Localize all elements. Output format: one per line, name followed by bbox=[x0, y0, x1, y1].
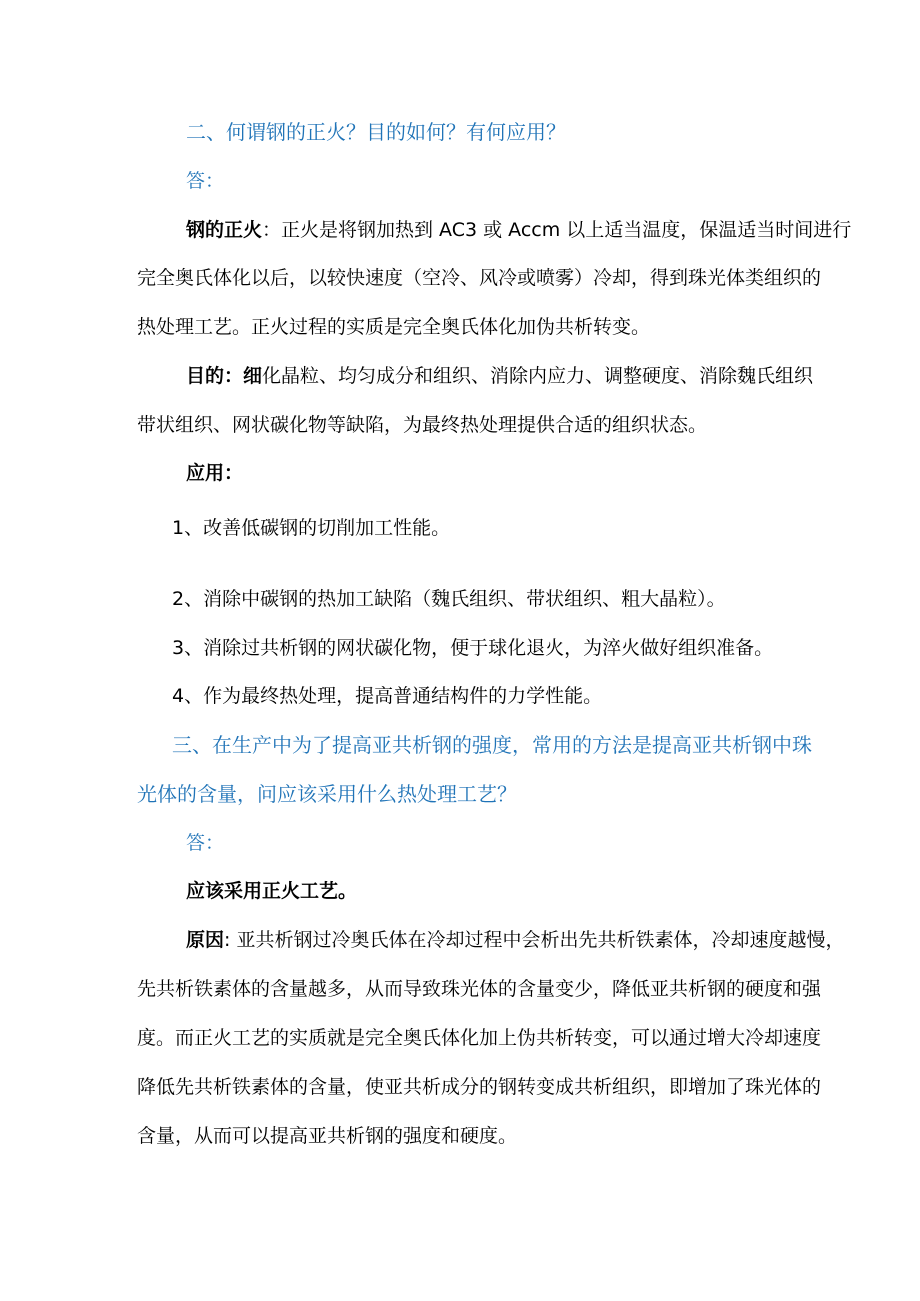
q3-reason-line-2: 先共析铁素体的含量越多，从而导致珠光体的含量变少，降低亚共析钢的硬度和强 bbox=[137, 978, 822, 1000]
q2-purpose-line-1 bbox=[186, 362, 813, 390]
q3-reason-line-5: 含量，从而可以提高亚共析钢的强度和硬度。 bbox=[137, 1125, 518, 1147]
q2-application-item-1: 1、改善低碳钢的切削加工性能。 bbox=[172, 517, 451, 539]
q2-definition-line-3: 热处理工艺。正火过程的实质是完全奥氏体化加伪共析转变。 bbox=[137, 316, 651, 338]
q2-title: 二、何谓钢的正火？目的如何？有何应用？ bbox=[186, 120, 566, 144]
q2-application-item-4: 4、作为最终热处理，提高普通结构件的力学性能。 bbox=[172, 685, 603, 707]
q2-definition-label: 钢的正火 bbox=[186, 219, 263, 241]
q2-application-label: 应用： bbox=[186, 462, 244, 484]
q2-definition-line-2: 完全奥氏体化以后，以较快速度（空冷、风冷或喷雾）冷却，得到珠光体类组织的 bbox=[137, 267, 822, 289]
q2-definition-text-1: ：正火是将钢加热到 AC3 或 Accm 以上适当温度，保温适当时间进行 bbox=[262, 219, 852, 241]
q3-reason-line-4: 降低先共析铁素体的含量，使亚共析成分的钢转变成共析组织，即增加了珠光体的 bbox=[137, 1076, 822, 1098]
q2-definition-line-1 bbox=[186, 216, 851, 244]
q2-application-item-2: 2、消除中碳钢的热加工缺陷（魏氏组织、带状组织、粗大晶粒）。 bbox=[172, 588, 726, 610]
q2-purpose-line-2: 带状组织、网状碳化物等缺陷，为最终热处理提供合适的组织状态。 bbox=[137, 414, 708, 436]
q3-answer-main: 应该采用正火工艺。 bbox=[186, 880, 358, 902]
q2-purpose-text-1: 化晶粒、均匀成分和组织、消除内应力、调整硬度、消除魏氏组织 bbox=[262, 365, 814, 387]
q3-reason-line-3: 度。而正火工艺的实质就是完全奥氏体化加上伪共析转变，可以通过增大冷却速度 bbox=[137, 1027, 822, 1049]
q3-reason-line-1 bbox=[186, 926, 844, 954]
q3-title-line-1: 三、在生产中为了提高亚共析钢的强度，常用的方法是提高亚共析钢中珠 bbox=[172, 733, 812, 757]
q3-title-line-2: 光体的含量，问应该采用什么热处理工艺？ bbox=[137, 782, 517, 806]
q3-reason-text-1: : 亚共析钢过冷奥氏体在冷却过程中会析出先共析铁素体，冷却速度越慢， bbox=[224, 929, 845, 951]
q2-application-item-3: 3、消除过共析钢的网状碳化物，便于球化退火，为淬火做好组织准备。 bbox=[172, 637, 774, 659]
q3-reason-label: 原因 bbox=[186, 929, 225, 951]
q3-answer-label: 答： bbox=[186, 832, 225, 854]
q2-purpose-label: 目的：细 bbox=[186, 365, 263, 387]
q2-answer-label: 答： bbox=[186, 170, 225, 192]
